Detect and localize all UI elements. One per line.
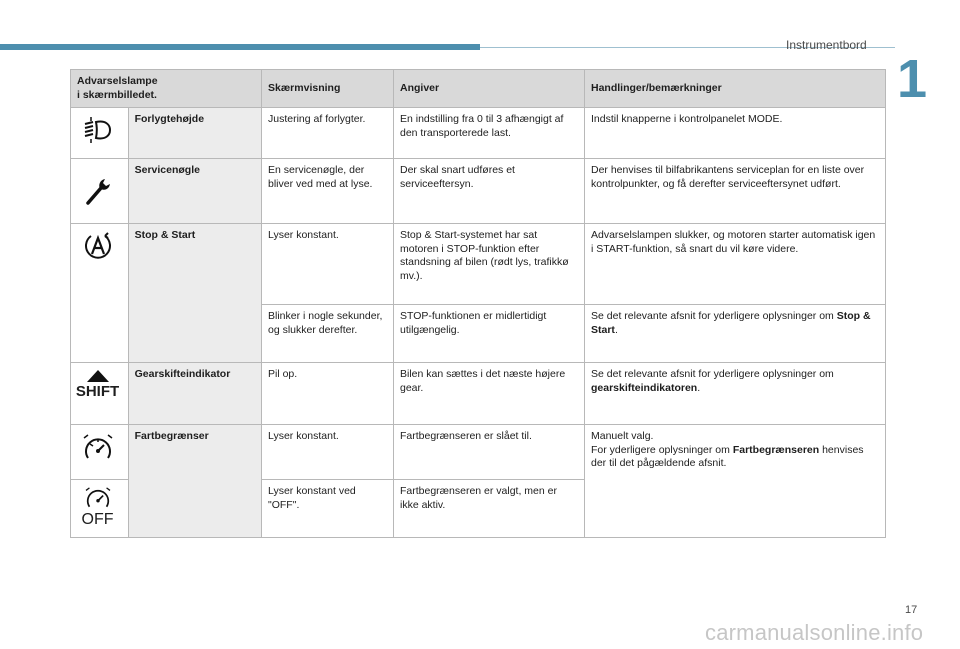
shift-cell <box>71 363 129 425</box>
page-number: 17 <box>905 604 918 616</box>
action-suffix: . <box>614 323 618 336</box>
action-prefix: Se det relevante afsnit for yderligere oplysninger om <box>591 368 834 380</box>
table-row <box>71 108 886 159</box>
limiter-off-cell <box>71 480 129 538</box>
display-text: Pil op. <box>262 363 394 425</box>
headlamp-levelling-icon <box>82 116 114 144</box>
indicates-text: Fartbegrænseren er valgt, men er ikke aktiv. <box>394 480 585 538</box>
action-text <box>585 363 886 425</box>
action-text: Der henvises til bilfabrikantens serviceplan for en liste over kontrolpunkter, og få derefter serviceeftersynet udført. <box>585 159 886 224</box>
table-row <box>71 363 886 425</box>
action-suffix: . <box>697 381 701 394</box>
action-text <box>585 425 886 538</box>
display-text: Justering af forlygter. <box>262 108 394 159</box>
action-suffix: henvises der til det pågældende afsnit. <box>591 443 864 469</box>
service-cell <box>71 159 129 224</box>
header-display: Skærmvisning <box>262 70 394 108</box>
lamp-name: Stop & Start <box>128 224 261 363</box>
limiter-cell <box>71 425 129 480</box>
watermark: carmanualsonline.info <box>705 620 924 645</box>
off-label: OFF <box>81 510 114 528</box>
service-spanner-icon <box>84 176 112 206</box>
header-indicates: Angiver <box>394 70 585 108</box>
lamp-name: Gearskifteindikator <box>128 363 261 425</box>
display-text: Blinker i nogle sekunder, og slukker derefter. <box>262 305 394 363</box>
headlamp-cell <box>71 108 129 159</box>
action-text <box>585 305 886 363</box>
table-row <box>71 425 886 480</box>
display-text: En servicenøgle, der bliver ved med at lyse. <box>262 159 394 224</box>
stop-start-icon <box>82 230 114 262</box>
header-accent-bar <box>0 44 480 50</box>
table-header-row <box>71 70 886 108</box>
speed-limiter-icon <box>82 434 114 464</box>
speed-limiter-off-icon <box>84 487 112 511</box>
indicates-text: Bilen kan sættes i det næste højere gear. <box>394 363 585 425</box>
action-prefix: For yderligere oplysninger om <box>591 443 733 456</box>
indicates-text: STOP-funktionen er midlertidigt utilgængelig. <box>394 305 585 363</box>
action-text: Advarselslampen slukker, og motoren starter automatisk igen i START-funktion, så snart du vil køre videre. <box>585 224 886 305</box>
shift-label: SHIFT <box>75 383 120 400</box>
display-text: Lyser konstant ved "OFF". <box>262 480 394 538</box>
indicates-text: Fartbegrænseren er slået til. <box>394 425 585 480</box>
warning-lamp-table <box>70 69 886 538</box>
chapter-number: 1 <box>897 49 928 109</box>
indicates-text: En indstilling fra 0 til 3 afhængigt af den transporterede last. <box>394 108 585 159</box>
display-text: Lyser konstant. <box>262 224 394 305</box>
header-actions: Handlinger/bemærkninger <box>585 70 886 108</box>
action-ref: gearskifteindikatoren <box>591 381 698 394</box>
action-ref: Fartbegrænseren <box>732 443 820 456</box>
gear-shift-indicator-icon <box>87 370 109 382</box>
table-row <box>71 224 886 305</box>
action-prefix: Se det relevante afsnit for yderligere oplysninger om <box>591 310 837 322</box>
action-ref: Stop & Start <box>591 310 871 336</box>
indicates-text: Stop & Start-systemet har sat motoren i STOP-funktion efter standsning af bilen (rødt lys, trafikkø mv.). <box>394 224 585 305</box>
indicates-text: Der skal snart udføres et serviceeftersyn. <box>394 159 585 224</box>
lamp-name: Servicenøgle <box>128 159 261 224</box>
lamp-name: Fartbegrænser <box>128 425 261 538</box>
display-text: Lyser konstant. <box>262 425 394 480</box>
table-row <box>71 159 886 224</box>
section-title: Instrumentbord <box>786 38 867 52</box>
header-lamp: Advarselslampe i skærmbilledet. <box>71 70 262 108</box>
action-line: Manuelt valg. <box>591 430 654 442</box>
lamp-name: Forlygtehøjde <box>128 108 261 159</box>
action-text: Indstil knapperne i kontrolpanelet MODE. <box>585 108 886 159</box>
stop-start-cell <box>71 224 129 363</box>
